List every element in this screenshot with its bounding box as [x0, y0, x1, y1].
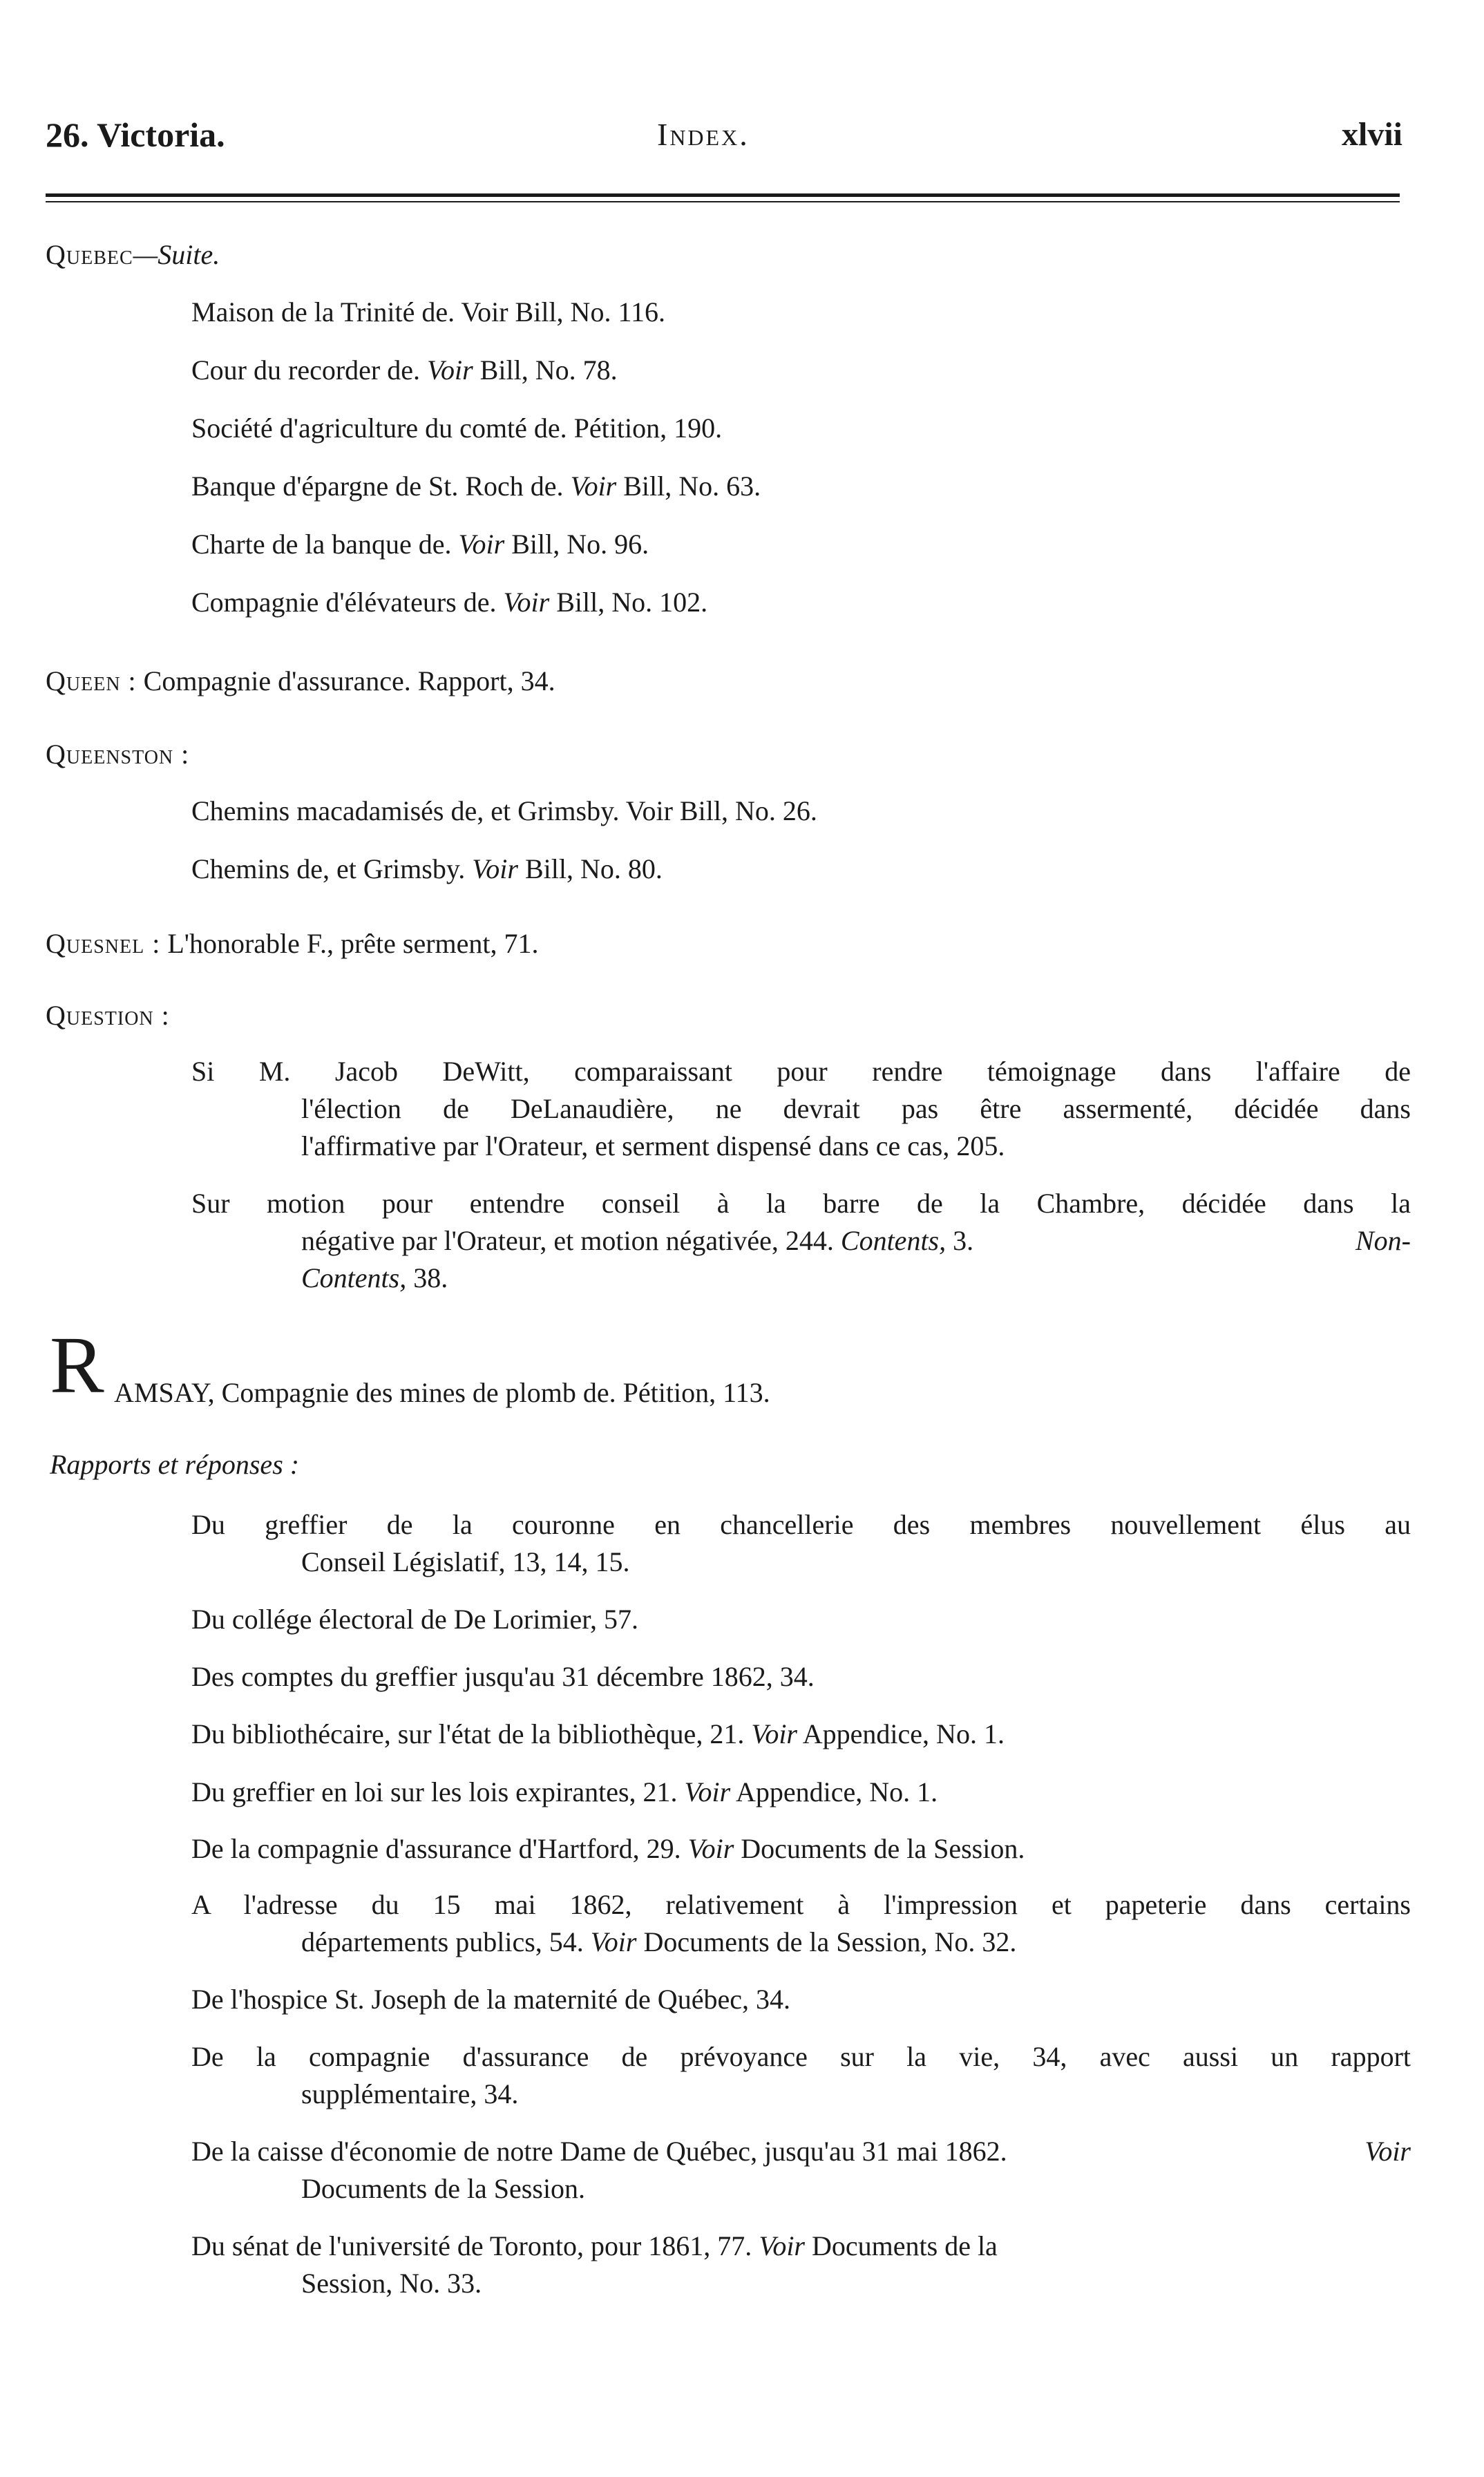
subentry: Chemins macadamisés de, et Grimsby. Voir Bill, No. 26. — [191, 795, 817, 826]
entry-heading-question: Question : — [46, 1000, 170, 1031]
question-paragraph-2-line-3 — [301, 1262, 448, 1295]
rapport-1-line-2: Conseil Législatif, 13, 14, 15. — [301, 1546, 630, 1577]
subentry — [191, 354, 618, 387]
entry-quesnel — [46, 927, 539, 960]
subentry — [191, 528, 649, 561]
entry-heading: Queen : — [46, 665, 137, 696]
voir-ref: Voir — [684, 1776, 731, 1807]
rapport-ref: Documents de la Session. — [734, 1833, 1025, 1864]
rapport-text: De la compagnie d'assurance d'Hartford, 29. — [191, 1833, 688, 1864]
rapport-7-line-1: A l'adresse du 15 mai 1862, relativement à l'impression et papeterie dans certains — [191, 1889, 1411, 1920]
rapport-ref: Appendice, No. 1. — [730, 1776, 938, 1807]
rapport-11-line-1 — [191, 2230, 1411, 2263]
question-paragraph-1-line-1: Si M. Jacob DeWitt, comparaissant pour rendre témoignage dans l'affaire de — [191, 1056, 1411, 1087]
rapport-2: Du collége électoral de De Lorimier, 57. — [191, 1604, 639, 1635]
subentry-text: Charte de la banque de. — [191, 529, 459, 560]
subentry-text: Cour du recorder de. — [191, 354, 427, 386]
voir-ref: Voir — [503, 587, 550, 618]
header-rule-thin — [46, 201, 1400, 202]
rapport-text: De la caisse d'économie de notre Dame de Québec, jusqu'au 31 mai 1862. — [191, 2136, 1007, 2167]
voir-ref: Voir — [590, 1926, 637, 1957]
rapport-10-line-2: Documents de la Session. — [301, 2173, 586, 2204]
entry-heading-quebec — [46, 238, 220, 272]
contents-count: 3. — [946, 1225, 974, 1256]
entry-heading: Quesnel : — [46, 928, 161, 959]
heading-suffix: —Suite. — [133, 239, 220, 270]
entry-heading-queenston: Queenston : — [46, 739, 190, 770]
contents-label: Contents, — [840, 1225, 946, 1256]
subentry-text: Compagnie d'élévateurs de. — [191, 587, 504, 618]
running-header-left: 26. Victoria. — [46, 115, 225, 154]
rapport-text: Du bibliothécaire, sur l'état de la bibliothèque, 21. — [191, 1718, 752, 1749]
rapport-6 — [191, 1832, 1025, 1866]
voir-ref: Voir — [687, 1833, 734, 1864]
rapport-3: Des comptes du greffier jusqu'au 31 décembre 1862, 34. — [191, 1661, 815, 1692]
voir-ref: Voir — [751, 1718, 797, 1749]
subentry-ref: Bill, No. 78. — [473, 354, 618, 386]
rapport-4 — [191, 1718, 1005, 1751]
subentry: Société d'agriculture du comté de. Pétition, 190. — [191, 412, 723, 444]
rapport-7-line-2 — [301, 1926, 1016, 1959]
question-paragraph-1-line-2: l'élection de DeLanaudière, ne devrait pas être assermenté, décidée dans — [301, 1093, 1411, 1124]
running-header-page-number: xlvii — [1341, 116, 1402, 153]
question-paragraph-2-line-1: Sur motion pour entendre conseil à la barre de la Chambre, décidée dans la — [191, 1188, 1411, 1219]
rapport-ref: Appendice, No. 1. — [797, 1718, 1005, 1749]
non-contents-label-start: Non- — [1355, 1225, 1411, 1256]
paragraph-text: négative par l'Orateur, et motion négativée, 244. — [301, 1225, 841, 1256]
rapport-5 — [191, 1776, 938, 1809]
rapport-ref: Documents de la Session, No. 32. — [636, 1926, 1017, 1957]
rapport-text: Du greffier en loi sur les lois expirantes, 21. — [191, 1776, 685, 1807]
running-header-title: Index. — [657, 117, 750, 152]
subentry — [191, 470, 761, 503]
voir-ref: Voir — [426, 354, 473, 386]
subentry-ref: Bill, No. 80. — [517, 853, 663, 884]
entry-text: Compagnie d'assurance. Rapport, 34. — [136, 665, 555, 696]
subentry — [191, 853, 663, 886]
subentry-text: Chemins de, et Grimsby. — [191, 853, 473, 884]
subentry-ref: Bill, No. 63. — [616, 471, 761, 502]
voir-ref: Voir — [759, 2230, 805, 2261]
section-initial-r: R — [50, 1320, 104, 1410]
rapport-9-line-1: De la compagnie d'assurance de prévoyance sur la vie, 34, avec aussi un rapport — [191, 2041, 1411, 2072]
voir-ref: Voir — [458, 529, 505, 560]
rapport-text: départements publics, 54. — [301, 1926, 591, 1957]
subentry: Maison de la Trinité de. Voir Bill, No. 116. — [191, 296, 665, 328]
entry-heading-rapports: Rapports et réponses : — [50, 1449, 300, 1480]
header-rule-thick — [46, 193, 1400, 197]
rapport-ref: Documents de la — [805, 2230, 998, 2261]
rapport-10-line-1 — [191, 2135, 1411, 2168]
rapport-1-line-1: Du greffier de la couronne en chancellerie des membres nouvellement élus au — [191, 1509, 1411, 1540]
subentry-ref: Bill, No. 102. — [549, 587, 708, 618]
rapport-8: De l'hospice St. Joseph de la maternité de Québec, 34. — [191, 1984, 790, 2015]
rapport-11-line-2: Session, No. 33. — [301, 2268, 482, 2299]
voir-ref: Voir — [1364, 2136, 1411, 2167]
voir-ref: Voir — [472, 853, 518, 884]
voir-ref: Voir — [570, 471, 617, 502]
entry-ramsay: AMSAY, Compagnie des mines de plomb de. Pétition, 113. — [114, 1377, 770, 1408]
question-paragraph-1-line-3: l'affirmative par l'Orateur, et serment dispensé dans ce cas, 205. — [301, 1130, 1005, 1161]
entry-text: L'honorable F., prête serment, 71. — [160, 928, 539, 959]
heading-word: Quebec — [46, 239, 133, 270]
rapport-9-line-2: supplémentaire, 34. — [301, 2078, 519, 2109]
non-contents-label-end: Contents, — [301, 1262, 407, 1293]
subentry-text: Banque d'épargne de St. Roch de. — [191, 471, 571, 502]
rapport-text: Du sénat de l'université de Toronto, pour 1861, 77. — [191, 2230, 759, 2261]
subentry-ref: Bill, No. 96. — [504, 529, 649, 560]
entry-queen — [46, 665, 555, 698]
subentry — [191, 586, 707, 619]
non-contents-count: 38. — [406, 1262, 448, 1293]
question-paragraph-2-line-2 — [301, 1224, 1411, 1258]
